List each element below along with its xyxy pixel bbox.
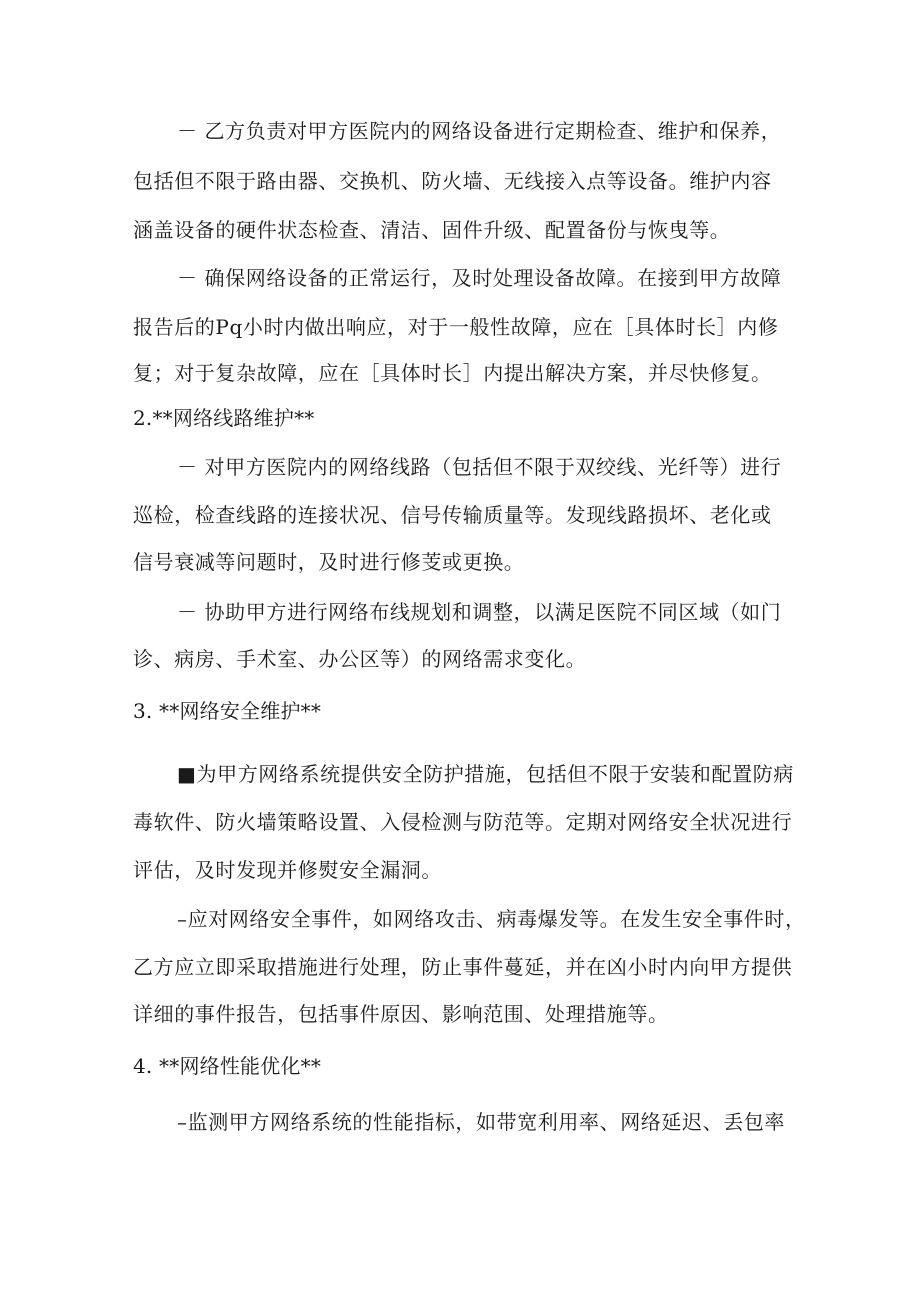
- paragraph-1-line-3: 涵盖设备的硬件状态检查、清洁、固件升级、配置备份与恢曳等。: [133, 218, 731, 242]
- paragraph-7-line-1: –监测甲方网络系统的性能指标，如带宽利用率、网络延迟、丢包率: [177, 1110, 785, 1134]
- paragraph-5-line-3: 评估，及时发现并修熨安全漏洞。: [133, 858, 442, 882]
- paragraph-6-line-1: –应对网络安全事件，如网络攻击、病毒爆发等。在发生安全事件时，: [177, 907, 806, 931]
- paragraph-1-line-1: － 乙方负责对甲方医院内的网络设备进行定期检查、维护和保养，: [177, 119, 782, 143]
- section-heading-3: 3. **网络安全维护**: [133, 699, 322, 723]
- paragraph-6-line-2: 乙方应立即采取措施进行处理，防止事件蔓延，并在凶小时内向甲方提供: [133, 955, 793, 979]
- paragraph-3-line-1: － 对甲方医院内的网络线路（包括但不限于双绞线、光纤等）进行: [177, 455, 782, 479]
- paragraph-3-line-2: 巡检，检查线路的连接状况、信号传输质量等。发现线路损坏、老化或: [133, 503, 772, 527]
- section-heading-4: 4. **网络性能优化**: [133, 1054, 322, 1078]
- paragraph-2-line-3: 复；对于复杂故障，应在［具体时长］内提出解决方案，并尽快修复。: [133, 361, 772, 385]
- paragraph-4-line-2: 诊、病房、手术室、办公区等）的网络需求变化。: [133, 647, 587, 671]
- paragraph-5-line-2: 毒软件、防火墙策略设置、入侵检测与防范等。定期对网络安全状况进行: [133, 810, 793, 834]
- paragraph-4-line-1: － 协助甲方进行网络布线规划和调整，以满足医院不同区域（如门: [177, 600, 782, 624]
- paragraph-2-line-1: － 确保网络设备的正常运行，及时处理设备故障。在接到甲方故障: [177, 266, 782, 290]
- paragraph-5-line-1: ■为甲方网络系统提供安全防护措施，包括但不限于安装和配置防病: [177, 762, 794, 786]
- paragraph-2-line-2: 报告后的Pq小时内做出响应，对于一般性故障，应在［具体时长］内修: [133, 315, 779, 339]
- section-heading-2: 2.**网络线路维护**: [133, 406, 315, 430]
- paragraph-6-line-3: 详细的事件报告，包括事件原因、影响范围、处理措施等。: [133, 1002, 669, 1026]
- paragraph-1-line-2: 包括但不限于路由器、交换机、防火墙、无线接入点等设备。维护内容: [133, 169, 772, 193]
- paragraph-3-line-3: 信号衰减等问题时，及时进行修芰或更换。: [133, 550, 525, 574]
